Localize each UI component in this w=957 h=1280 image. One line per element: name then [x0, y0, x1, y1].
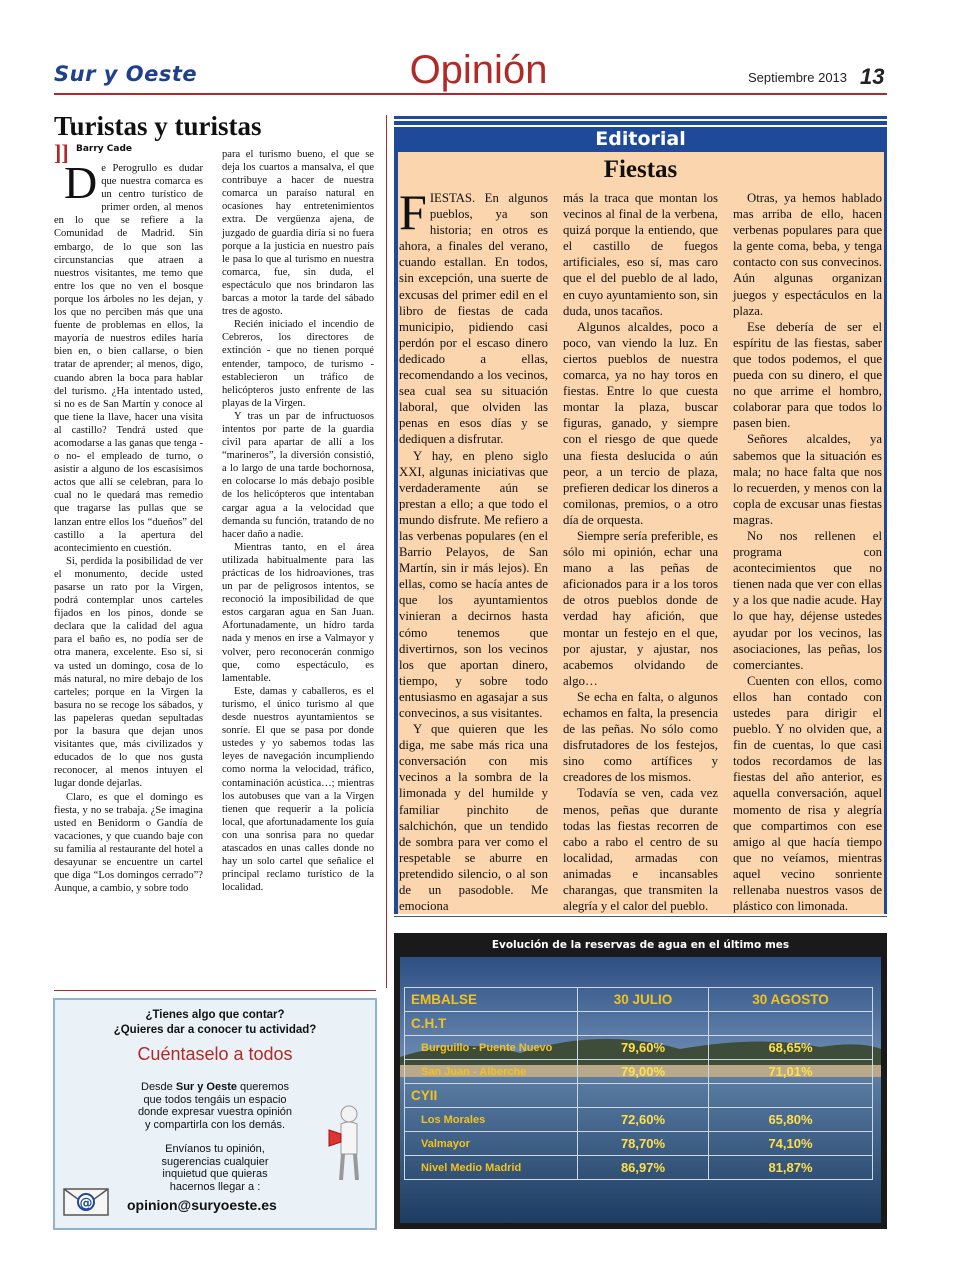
row-label: Los Morales	[405, 1108, 578, 1132]
section-divider	[54, 990, 376, 991]
section-title: Opinión	[409, 48, 548, 92]
contact-cta: Cuéntaselo a todos	[137, 1044, 293, 1064]
article-mark: ]]	[54, 140, 69, 165]
issue-date: Septiembre 2013	[748, 70, 848, 85]
editorial-column-1	[399, 184, 548, 914]
column-header: 30 JULIO	[578, 988, 709, 1012]
editorial-column-3	[733, 190, 882, 914]
table-row	[405, 1132, 873, 1156]
article-paragraph: para el turismo bueno, el que se deja los cuartos a mansalva, el que contribuye a hacer de nuestra comarca un paraíso natural en ocasiones hay entretenimientos extra. De vergüenza ajena, de juzgado de guardia diría si no fuera porque a la justicia en nuestro país le pasa lo que al turismo en nuestra comarca, fue, sin duda, el espectáculo que nos brindaron las barcas a motor la tarde del sábado tres de agosto.	[222, 149, 374, 318]
row-label: Burguillo - Puente Nuevo	[405, 1036, 578, 1060]
article-column-1	[54, 157, 203, 895]
cell-value: 68,65%	[709, 1036, 873, 1060]
contact-description: Desde Sur y Oeste queremos que todos tengáis un espacio donde expresar vuestra opinión y compartirla con los demás.	[137, 1081, 293, 1131]
cell-value: 71,01%	[709, 1060, 873, 1084]
cell-value: 74,10%	[709, 1132, 873, 1156]
contact-question-1: ¿Tienes algo que contar?	[145, 1009, 285, 1021]
drop-cap: F	[399, 184, 427, 240]
table-row	[405, 1156, 873, 1180]
cell-value: 86,97%	[578, 1156, 709, 1180]
editorial-paragraph: Se echa en falta, o algunos echamos en falta, la presencia de las peñas. No sólo como disfrutadores de los festejos, sino como artífices y creadores de los mismos.	[563, 689, 718, 785]
table-row	[405, 1060, 873, 1084]
group-name: C.H.T	[405, 1012, 578, 1036]
cell-value: 79,60%	[578, 1036, 709, 1060]
column-header: EMBALSE	[405, 988, 578, 1012]
editorial-paragraph: Señores alcaldes, ya sabemos que la situación es mala; no hace falta que nos lo recuerden, y menos con la copla de excusar unas fiestas magras.	[733, 432, 882, 527]
drop-cap: D	[64, 157, 98, 208]
reservoir-table	[404, 987, 873, 1180]
editorial-paragraph: Algunos alcaldes, poco a poco, van viendo la luz. En ciertos pueblos de nuestra comarca, ya no hay toros en fiestas. Entre lo que cuesta montar la plaza, buscar figuras, ganado, y siempre con el riesgo de que quede una fiesta deslucida o aún peor, a un tercio de plaza, prefieren dedicar los dineros a comilonas, premios, o a otro día de orquesta.	[563, 319, 718, 527]
editorial-paragraph: No nos rellenen el programa con acontecimientos que no tienen nada que ver con ellas y a los que nadie acude. Hay lo que hay, déjense ustedes ayudar por los vecinos, las asociaciones, las peñas, los comerciantes.	[733, 528, 882, 672]
article-paragraph: Claro, es que el domingo es fiesta, y no se trabaja. ¿Se imagina usted en Benidorm o Gandía de vacaciones, y que cuando baje con su familia al restaurante del hotel a desayunar se encuentre un cartel que diga “Los domingos cerrado”? Aunque, a cambio, y sobre todo	[54, 791, 203, 895]
article-paragraph: Y tras un par de infructuosos intentos por parte de la guardia civil para apartar de allí a los “marineros”, la diversión consistió, a lo largo de una tarde bochornosa, en colocarse lo más debajo posible de los helicópteros que intentaban cargar agua a la velocidad que demanda su función, tratando de no hacer daño a nadie.	[222, 410, 374, 540]
column-divider	[386, 115, 387, 988]
contact-box	[53, 998, 377, 1230]
editorial-paragraph: Cuenten con ellos, como ellos han contado con ustedes para dirigir el pueblo. Y no olviden que, a fin de cuentas, lo que casi todos recordamos de las fiestas del año anterior, es aquella conversación, aquel momento de risa y alegría que compartimos con ese amigo al que hacía tiempo que no veíamos, mientras aquel vecino sonriente rellenaba nuestros vasos de plástico con limonada.	[733, 673, 882, 914]
editorial-paragraph: Ese debería de ser el espíritu de las fiestas, saber que todos podemos, el que pueda con su dinero, el que no que arrime el hombro, colaborar para que todos lo pasen bien.	[733, 319, 882, 431]
editorial-paragraph: Otras, ya hemos hablado mas arriba de ello, hacen verbenas populares para que la gente coma, beba, y tenga contacto con sus convecinos. Aún algunas organizan juegos y espectáculos en la plaza.	[733, 191, 882, 318]
megaphone-icon	[327, 1104, 367, 1184]
cell-value: 65,80%	[709, 1108, 873, 1132]
contact-question-2: ¿Quieres dar a conocer tu actividad?	[113, 1024, 317, 1036]
svg-text:@: @	[79, 1196, 93, 1211]
editorial-paragraph: Y hay, en pleno siglo XXI, algunas iniciativas que verdaderamente aún se prestan a ello; a que todo el mundo disfrute. Me refiero a las verbenas populares (en el Barrio Pelayos, de San Martín, sin ir más lejos). En ellas, como se hacía antes de que los ayuntamientos vinieran a decirnos hasta cómo tenemos que divertirnos, son los vecinos los que aportan dinero, tiempo, y sobre todo entusiasmo en agasajar a sus convecinos, a sus visitantes.	[399, 448, 548, 720]
contact-email[interactable]: opinion@suryoeste.es	[127, 1197, 277, 1213]
editorial-column-2	[563, 190, 718, 914]
editorial-paragraph: Y que quieren que les diga, me sabe más rica una conversación con mis vecinos a la sombra de la limonada y del humilde y familiar pinchito de salchichón, que un tendido de sombra para ver como el respetable se aburre en pretendido silencio, o al son de un pasodoble. Me emociona	[399, 722, 548, 914]
article-paragraph: Mientras tanto, en el área utilizada habitualmente para las prácticas de los hidroaviones, tras un par de peligrosos intentos, se reconoció la imposibilidad de que estos cargaran agua en San Juan. Afortunadamente, un hidro tarda nada y menos en irse a Valmayor y volver, pero reconocerán conmigo que, como espectáculo, es lamentable.	[222, 541, 374, 684]
article-title: Turistas y turistas	[54, 111, 262, 141]
article-column-2	[222, 148, 374, 894]
cell-value: 79,00%	[578, 1060, 709, 1084]
cell-value: 72,60%	[578, 1108, 709, 1132]
editorial-border-right	[884, 152, 887, 914]
header-rule	[54, 93, 887, 95]
group-name: CYII	[405, 1084, 578, 1108]
editorial-label: Editorial	[595, 128, 686, 150]
page-number: 13	[860, 64, 885, 89]
email-icon	[63, 1187, 109, 1217]
table-group-row	[405, 1084, 873, 1108]
brand-name: Sur y Oeste	[175, 1081, 237, 1093]
row-label: Valmayor	[405, 1132, 578, 1156]
editorial-border-left	[394, 152, 398, 914]
article-paragraph: Si, perdida la posibilidad de ver el monumento, decide usted pasarse un rato por la Virgen, podrá contemplar unos carteles fijados en los pinos, donde se declara que la calidad del agua para el baño es, no podía ser de otra manera, excelente. Eso sí, si va usted un domingo, cosa de lo más natural, no mire debajo de los carteles; porque en la Virgen la basura no se recoge los sábados, y las papeleras quedan sepultadas por la basura que dejan unos visitantes que, más civilizados y educados de lo que nos gusta reconocer, al menos intuyen el lugar donde dejarlas.	[54, 555, 203, 790]
row-label: San Juan - Alberche	[405, 1060, 578, 1084]
brand-logo: Sur y Oeste	[54, 62, 198, 86]
contact-instructions: Envíanos tu opinión, sugerencias cualquier inquietud que quieras hacernos llegar a :	[161, 1143, 269, 1193]
article-author: Barry Cade	[76, 144, 133, 154]
editorial-paragraph: más la traca que montan los vecinos al final de la verbena, quizá porque la entiendo, que el castillo de fuegos artificiales, eso sí, mas caro que el del pueblo de al lado, en cuyo ayuntamiento son, sin duda, unos tacaños.	[563, 191, 718, 318]
article-paragraph: e Perogrullo es dudar que nuestra comarca es un centro turístico de primer orden, al menos en lo que se refiere a la Comunidad de Madrid. Sin embargo, de lo que son las circunstancias que atraen a nuestros visitantes, me temo que entre los que no ven el bosque porque los árboles no les dejan, y los que no perciben más que una fuente de problemas en ellos, la mayoría de nuestros ediles haría bien en, o bien callarse, o bien tratar de aprender; al menos, digo, cuando abren la boca para hablar del turismo. ¿Ha intentado usted, si no es de San Martín y conoce al que tiene la llave, hacer una visita al castillo? Tendrá usted que acomodarse a las ganas que tenga -o no- el empleado de turno, o asistir a alguno de los escasísimos actos que allí se celebran, para lo cual no le quedará mas remedio que tragarse las pullas que se lanzan entre ellos los “dueños” del castillo a la apertura del acontecimiento en cuestión.	[54, 163, 203, 554]
table-header-row	[405, 988, 873, 1012]
table-row	[405, 1036, 873, 1060]
table-group-row	[405, 1012, 873, 1036]
column-header: 30 AGOSTO	[709, 988, 873, 1012]
editorial-bottom-rule	[394, 916, 887, 917]
row-label: Nivel Medio Madrid	[405, 1156, 578, 1180]
cell-value: 78,70%	[578, 1132, 709, 1156]
editorial-paragraph: Siempre sería preferible, es sólo mi opinión, echar una mano a las peñas de aficionados para ir a los toros de otros pueblos donde de verdad hay afición, que montar un festejo en el que, por ajustar, y ajustar, nos acabemos olvidando de algo…	[563, 528, 718, 688]
article-paragraph: Este, damas y caballeros, es el turismo, el único turismo al que desde nuestros ayuntamientos se sonríe. El que se pasa por donde ustedes y yo sabemos todas las leyes de navegación incumpliendo como norma la velocidad, tráfico, contaminación acústica…; mientras los autobuses que van a la Virgen tienen que requerir a la policía local, que afortunadamente los guía con una sonrisa para no quedar atascados en unas calles donde no hay un solo cartel que señalice el principal reclamo turístico de la localidad.	[222, 685, 374, 894]
editorial-paragraph: IESTAS. En algunos pueblos, ya son historia; en otros es ahora, a finales del verano, cuando estallan. En todos, sin excepción, una suerte de excusas del primer edil en el libro de fiestas de cada municipio, pidiendo casi perdón por el escaso dinero dedicado a ellas, recomendando a los vecinos, sea cual sea su situación laboral, que olviden las penas en esos días y se dediquen a disfrutar.	[399, 191, 548, 447]
article-paragraph: Recién iniciado el incendio de Cebreros, los directores de extinción - que no tienen porqué entender, tampoco, de turismo - establecieron un tráfico de helicópteros justo enfrente de las playas de la Virgen.	[222, 319, 374, 409]
table-row	[405, 1108, 873, 1132]
editorial-paragraph: Todavía se ven, cada vez menos, peñas que durante todas las fiestas recorren de cabo a rabo el centro de su localidad, armadas con animadas e incansables charangas, que transmiten la alegría y el calor del pueblo.	[563, 786, 718, 914]
cell-value: 81,87%	[709, 1156, 873, 1180]
editorial-title: Fiestas	[603, 156, 678, 183]
reservoir-title: Evolución de la reservas de agua en el último mes	[491, 939, 790, 951]
